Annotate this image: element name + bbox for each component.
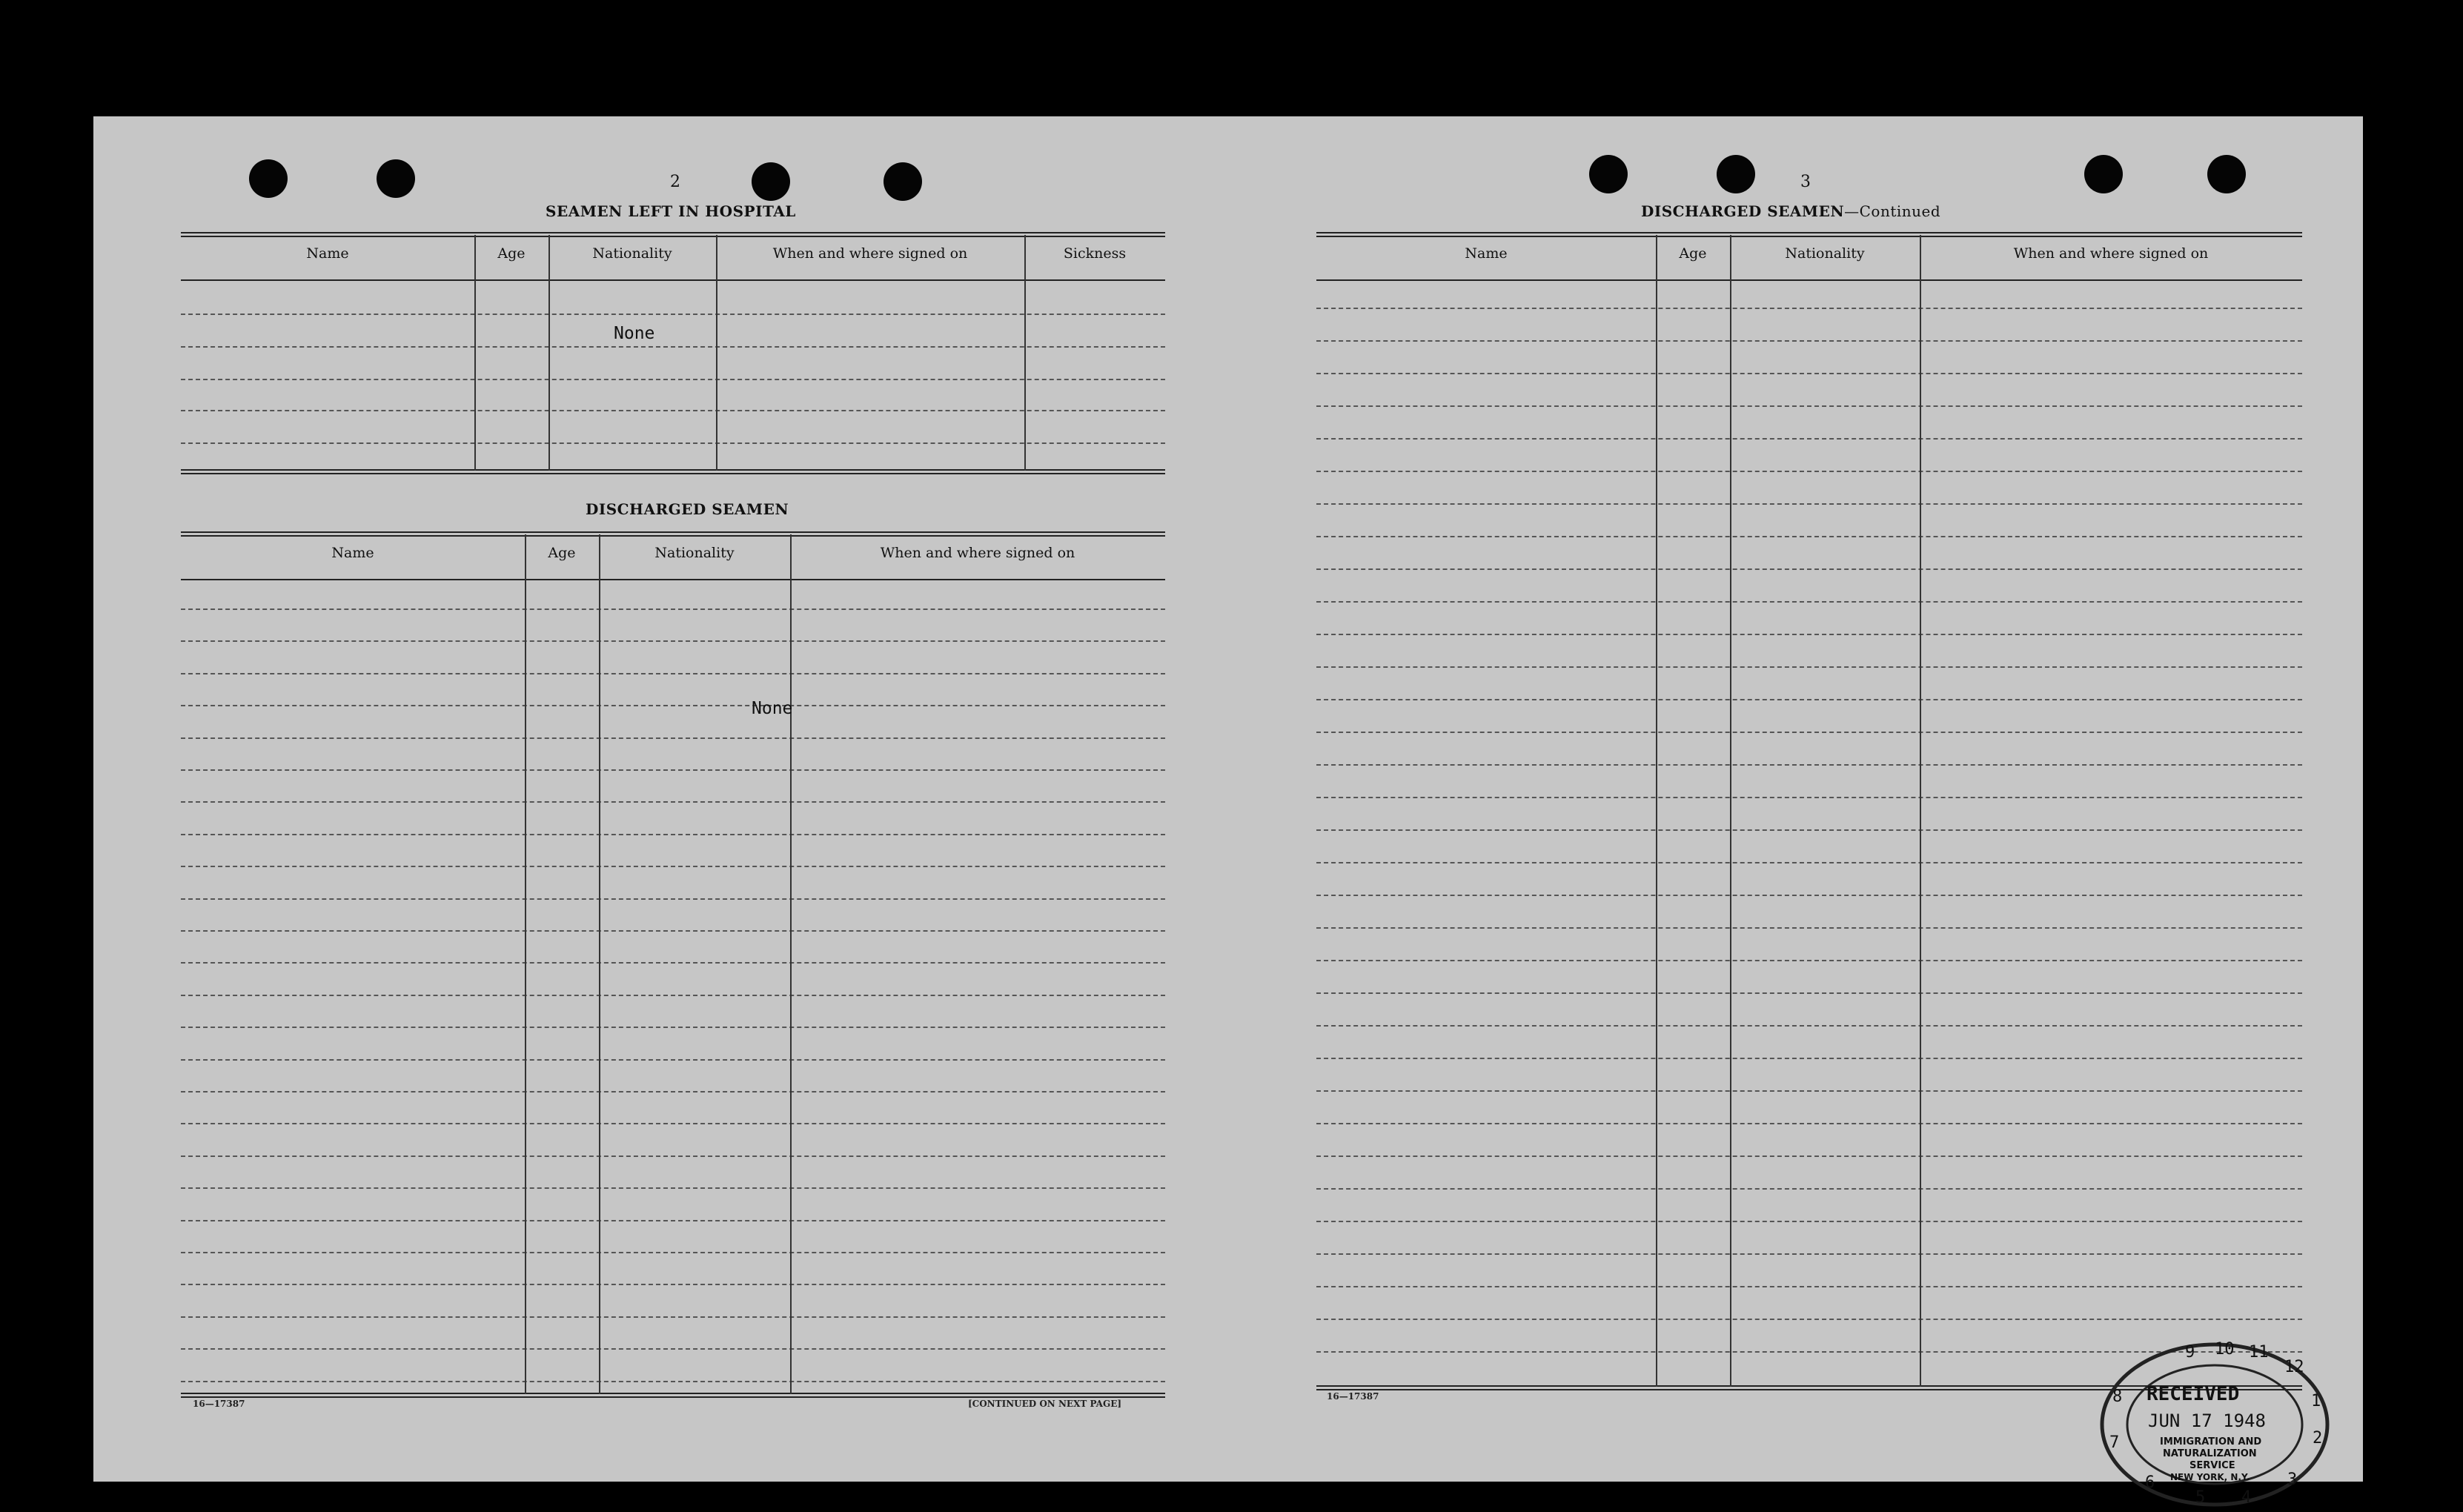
row-line bbox=[1316, 1286, 2302, 1287]
row-line bbox=[1316, 1058, 2302, 1059]
row-line bbox=[1316, 634, 2302, 635]
punch-hole bbox=[1717, 155, 1755, 193]
stamp-ring-number: 1 bbox=[2311, 1392, 2321, 1410]
table-bottom-rule bbox=[181, 1393, 1165, 1398]
column-divider bbox=[1656, 235, 1657, 1387]
row-line bbox=[181, 1123, 1165, 1124]
row-line bbox=[1316, 1253, 2302, 1255]
row-line bbox=[1316, 601, 2302, 603]
header-rule bbox=[1316, 279, 2302, 281]
row-line bbox=[181, 673, 1165, 674]
col-header-nationality: Nationality bbox=[592, 245, 672, 262]
row-line bbox=[1316, 862, 2302, 863]
stamp-ring-number: 2 bbox=[2313, 1429, 2323, 1448]
stamp-received: RECEIVED bbox=[2147, 1383, 2240, 1405]
table-top-rule bbox=[1316, 232, 2302, 237]
row-line bbox=[181, 1252, 1165, 1253]
col-header-when-where: When and where signed on bbox=[2013, 245, 2209, 262]
row-line bbox=[1316, 1221, 2302, 1222]
discharged-table-right bbox=[1316, 232, 2302, 1388]
column-divider bbox=[548, 235, 550, 471]
row-line bbox=[1316, 340, 2302, 342]
col-header-when-where: When and where signed on bbox=[772, 245, 968, 262]
row-line bbox=[181, 834, 1165, 835]
row-line bbox=[1316, 503, 2302, 505]
row-line bbox=[181, 1155, 1165, 1157]
stamp-ring-number: 5 bbox=[2195, 1488, 2206, 1507]
row-line bbox=[181, 442, 1165, 444]
row-line bbox=[1316, 1188, 2302, 1190]
header-rule bbox=[181, 579, 1165, 580]
stamp-ring-number: 9 bbox=[2185, 1343, 2195, 1362]
col-header-nationality: Nationality bbox=[1785, 245, 1865, 262]
row-line bbox=[181, 1187, 1165, 1189]
row-line bbox=[1316, 536, 2302, 537]
discharged-section-title: DISCHARGED SEAMEN bbox=[586, 500, 789, 518]
table-top-rule bbox=[181, 531, 1165, 537]
row-line bbox=[181, 379, 1165, 380]
row-line bbox=[1316, 764, 2302, 766]
row-line bbox=[1316, 1090, 2302, 1092]
stamp-ring-number: 11 bbox=[2249, 1343, 2269, 1362]
column-divider bbox=[599, 534, 600, 1394]
column-divider bbox=[1024, 235, 1026, 471]
row-line bbox=[181, 898, 1165, 900]
row-line bbox=[181, 866, 1165, 867]
row-line bbox=[181, 1027, 1165, 1028]
col-header-age: Age bbox=[497, 245, 526, 262]
stamp-location: NEW YORK, N.Y. bbox=[2170, 1472, 2250, 1482]
row-line bbox=[1316, 471, 2302, 472]
col-header-sickness: Sickness bbox=[1063, 245, 1127, 262]
row-line bbox=[181, 1059, 1165, 1061]
col-header-name: Name bbox=[1465, 245, 1508, 262]
row-line bbox=[1316, 1123, 2302, 1124]
stamp-ring-number: 12 bbox=[2284, 1358, 2304, 1376]
stamp-ring-number: 4 bbox=[2241, 1488, 2252, 1507]
column-divider bbox=[790, 534, 792, 1394]
document-sheet bbox=[93, 116, 2363, 1507]
row-line bbox=[181, 769, 1165, 771]
punch-hole bbox=[752, 162, 790, 201]
row-line bbox=[1316, 1319, 2302, 1320]
row-line bbox=[181, 930, 1165, 932]
row-line bbox=[181, 1348, 1165, 1350]
row-line bbox=[181, 346, 1165, 348]
col-header-name: Name bbox=[306, 245, 349, 262]
row-line bbox=[1316, 699, 2302, 700]
row-line bbox=[1316, 405, 2302, 407]
row-line bbox=[181, 609, 1165, 610]
received-stamp bbox=[2096, 1339, 2333, 1510]
row-line bbox=[1316, 1025, 2302, 1027]
punch-hole bbox=[2084, 155, 2123, 193]
col-header-nationality: Nationality bbox=[654, 545, 735, 561]
row-line bbox=[1316, 438, 2302, 440]
row-line bbox=[1316, 927, 2302, 929]
punch-hole bbox=[249, 159, 288, 198]
hospital-entry-none: None bbox=[614, 324, 655, 343]
column-divider bbox=[1730, 235, 1731, 1387]
row-line bbox=[181, 962, 1165, 964]
title-main: DISCHARGED SEAMEN bbox=[1641, 202, 1845, 220]
punch-hole bbox=[884, 162, 922, 201]
stamp-ring-number: 6 bbox=[2145, 1473, 2155, 1492]
discharged-table-left bbox=[181, 531, 1165, 1421]
row-line bbox=[1316, 960, 2302, 961]
col-header-when-where: When and where signed on bbox=[880, 545, 1075, 561]
row-line bbox=[1316, 568, 2302, 570]
discharged-continued-title bbox=[1641, 202, 1940, 220]
stamp-ring-number: 7 bbox=[2109, 1433, 2120, 1452]
row-line bbox=[181, 737, 1165, 739]
row-line bbox=[1316, 666, 2302, 668]
row-line bbox=[181, 1381, 1165, 1382]
row-line bbox=[1316, 373, 2302, 374]
row-line bbox=[181, 314, 1165, 315]
row-line bbox=[1316, 1155, 2302, 1157]
punch-hole bbox=[1589, 155, 1628, 193]
hospital-section-title: SEAMEN LEFT IN HOSPITAL bbox=[546, 202, 796, 220]
stamp-ring-number: 3 bbox=[2287, 1470, 2298, 1489]
row-line bbox=[181, 410, 1165, 411]
col-header-age: Age bbox=[548, 545, 576, 561]
row-line bbox=[1316, 992, 2302, 994]
table-top-rule bbox=[181, 232, 1165, 237]
page-number-right: 3 bbox=[1800, 173, 1811, 191]
form-number-right: 16—17387 bbox=[1327, 1391, 1379, 1402]
row-line bbox=[181, 1284, 1165, 1285]
row-line bbox=[181, 640, 1165, 642]
col-header-name: Name bbox=[331, 545, 374, 561]
stamp-agency: IMMIGRATION AND bbox=[2160, 1436, 2262, 1448]
column-divider bbox=[716, 235, 717, 471]
row-line bbox=[181, 995, 1165, 996]
column-divider bbox=[1920, 235, 1921, 1387]
row-line bbox=[181, 705, 1165, 706]
col-header-age: Age bbox=[1679, 245, 1707, 262]
stamp-date: JUN 17 1948 bbox=[2148, 1410, 2266, 1431]
header-rule bbox=[181, 279, 1165, 281]
stamp-ring-number: 10 bbox=[2215, 1340, 2235, 1359]
stamp-ring-number: 8 bbox=[2112, 1387, 2123, 1406]
row-line bbox=[1316, 797, 2302, 798]
page-number-left: 2 bbox=[670, 173, 680, 191]
title-continued: —Continued bbox=[1844, 202, 1941, 220]
continued-note: [CONTINUED ON NEXT PAGE] bbox=[968, 1399, 1122, 1409]
column-divider bbox=[525, 534, 526, 1394]
punch-hole bbox=[2207, 155, 2246, 193]
punch-hole bbox=[377, 159, 415, 198]
row-line bbox=[181, 1220, 1165, 1221]
row-line bbox=[1316, 732, 2302, 733]
row-line bbox=[181, 801, 1165, 803]
stamp-agency: SERVICE bbox=[2189, 1460, 2235, 1471]
stamp-agency: NATURALIZATION bbox=[2163, 1448, 2257, 1459]
row-line bbox=[1316, 895, 2302, 896]
table-bottom-rule bbox=[181, 469, 1165, 474]
discharged-entry-none: None bbox=[752, 699, 793, 718]
row-line bbox=[181, 1316, 1165, 1318]
row-line bbox=[1316, 829, 2302, 831]
column-divider bbox=[474, 235, 476, 471]
form-number-left: 16—17387 bbox=[193, 1399, 245, 1409]
row-line bbox=[181, 1091, 1165, 1092]
row-line bbox=[1316, 308, 2302, 309]
